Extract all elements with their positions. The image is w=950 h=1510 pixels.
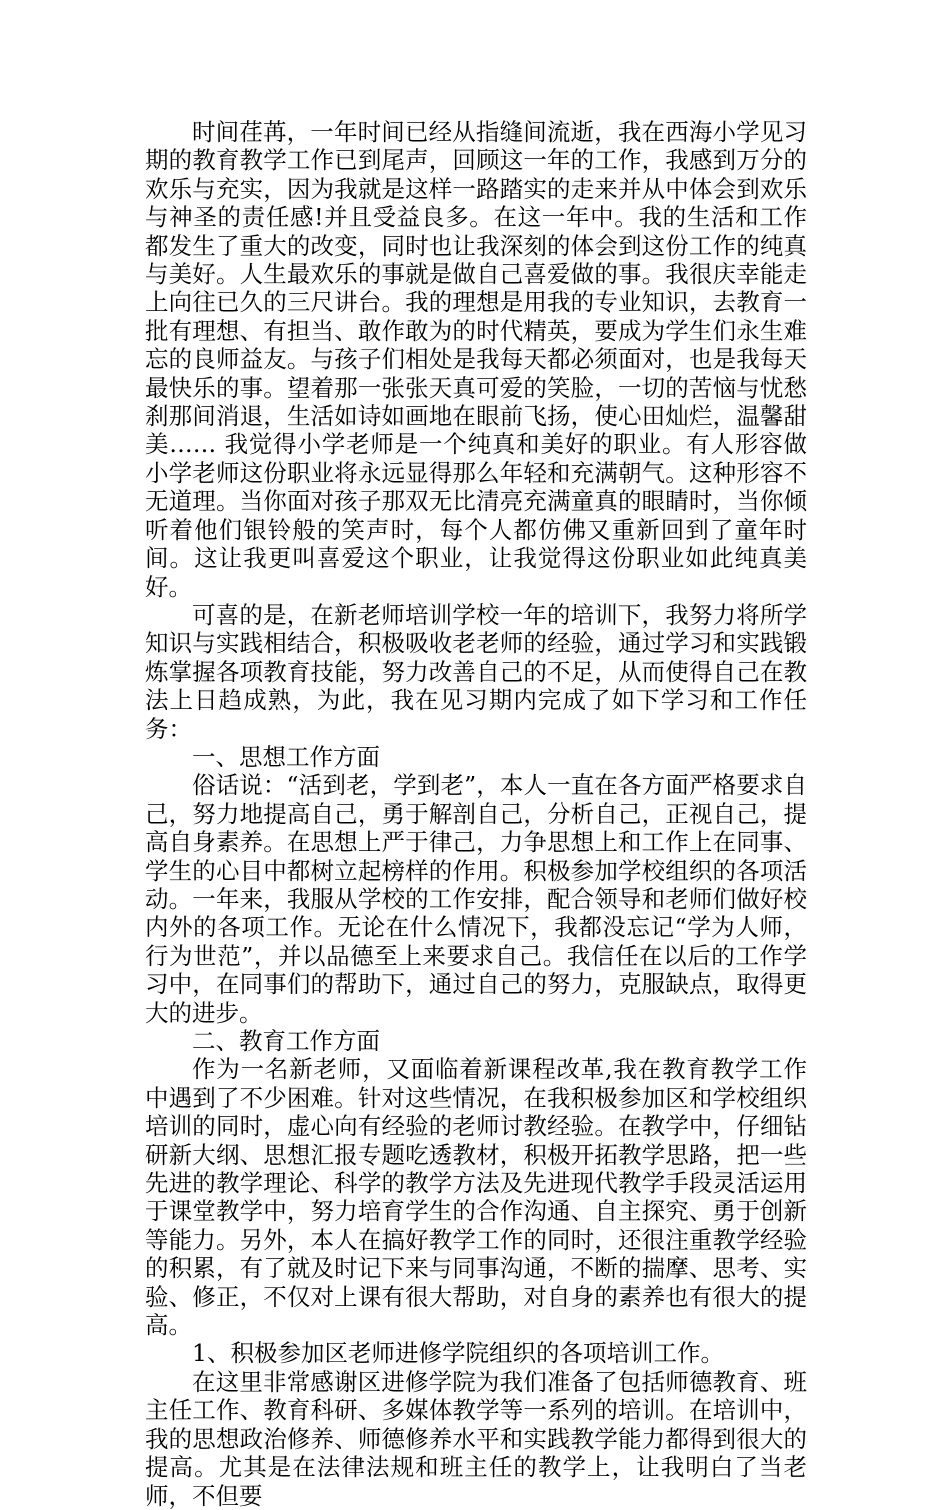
paragraph-education: 作为一名新老师，又面临着新课程改革,我在教育教学工作中遇到了不少困难。针对这些情况，在我积极参加区和学校组织培训的同时，虚心向有经验的老师讨教经验。在教学中，仔细钻研新大纲、思想汇报专题吃透教材，积极开拓教学思路，把一些先进的教学理论、科学的教学方法及先进现代教学手段灵活运用于课堂教学中，努力培育学生的合作沟通、自主探究、勇于创新等能力。另外，本人在搞好教学工作的同时，还很注重教学经验的积累，有了就及时记下来与同事沟通，不断的揣摩、思考、实验、修正，不仅对上课有很大帮助，对自身的素养也有很大的提高。 [145, 1055, 807, 1340]
section-heading-thought: 一、思想工作方面 [192, 742, 380, 771]
paragraph-training: 可喜的是，在新老师培训学校一年的培训下，我努力将所学知识与实践相结合，积极吸收老老师的经验，通过学习和实践锻炼掌握各项教育技能，努力改善自己的不足，从而使得自己在教法上日趋成熟，为此，我在见习期内完成了如下学习和工作任务： [145, 600, 807, 743]
paragraph-intro: 时间荏苒，一年时间已经从指缝间流逝，我在西海小学见习期的教育教学工作已到尾声，回顾这一年的工作，我感到万分的欢乐与充实，因为我就是这样一路踏实的走来并从中体会到欢乐与神圣的责任感!并且受益良多。在这一年中。我的生活和工作都发生了重大的改变，同时也让我深刻的体会到这份工作的纯真与美好。人生最欢乐的事就是做自己喜爱做的事。我很庆幸能走上向往已久的三尺讲台。我的理想是用我的专业知识，去教育一批有理想、有担当、敢作敢为的时代精英，要成为学生们永生难忘的良师益友。与孩子们相处是我每天都必须面对，也是我每天最快乐的事。望着那一张张天真可爱的笑脸，一切的苦恼与忧愁刹那间消退，生活如诗如画地在眼前飞扬，使心田灿烂，温馨甜美…… 我觉得小学老师是一个纯真和美好的职业。有人形容做小学老师这份职业将永远显得那么年轻和充满朝气。这种形容不无道理。当你面对孩子那双无比清亮充满童真的眼睛时，当你倾听着他们银铃般的笑声时，每个人都仿佛又重新回到了童年时间。这让我更叫喜爱这个职业，让我觉得这份职业如此纯真美好。 [145, 118, 807, 601]
document-page [145, 118, 807, 1510]
section-heading-education: 二、教育工作方面 [192, 1027, 380, 1055]
paragraph-district-training: 在这里非常感谢区进修学院为我们准备了包括师德教育、班主任工作、教育科研、多媒体教学等一系列的培训。在培训中，我的思想政治修养、师德修养水平和实践教学能力都得到很大的提高。尤其是在法律法规和班主任的教学上，让我明白了当老师，不但要 [145, 1367, 807, 1510]
subsection-heading-district-training: 1、积极参加区老师进修学院组织的各项培训工作。 [192, 1339, 724, 1368]
paragraph-thought: 俗话说：“活到老，学到老”，本人一直在各方面严格要求自己，努力地提高自己，勇于解剖自己，分析自己，正视自己，提高自身素养。在思想上严于律己，力争思想上和工作上在同事、学生的心目中都树立起榜样的作用。积极参加学校组织的各项活动。一年来，我服从学校的工作安排，配合领导和老师们做好校内外的各项工作。无论在什么情况下，我都没忘记“学为人师，行为世范”，并以品德至上来要求自己。我信任在以后的工作学习中，在同事们的帮助下，通过自己的努力，克服缺点，取得更大的进步。 [145, 771, 807, 1027]
